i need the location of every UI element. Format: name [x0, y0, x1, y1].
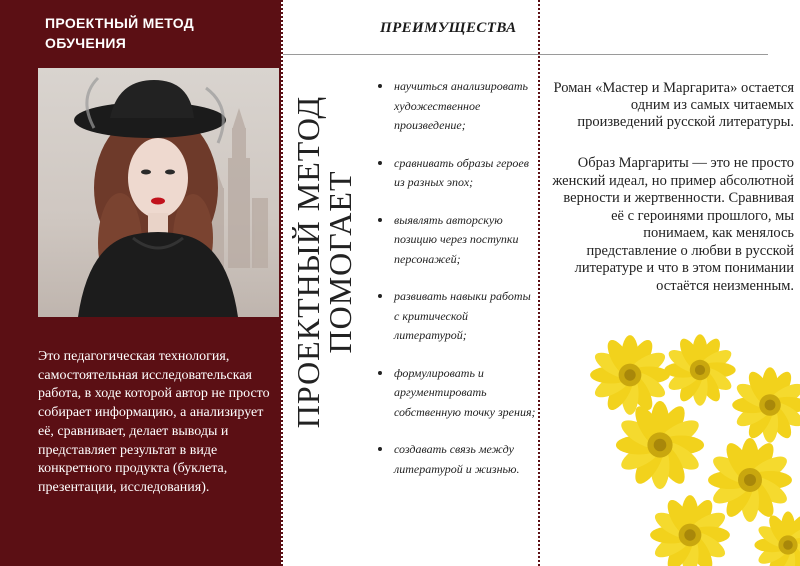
list-item: сравнивать образы героев из разных эпох; — [378, 154, 538, 193]
list-item: создавать связь между литературой и жизнью. — [378, 440, 538, 479]
list-item: научиться анализировать художественное произведение; — [378, 77, 538, 136]
left-panel-title: ПРОЕКТНЫЙ МЕТОД ОБУЧЕНИЯ — [45, 15, 195, 51]
dotted-divider-left — [281, 0, 283, 566]
dotted-divider-right — [538, 0, 540, 566]
advantages-list — [378, 77, 538, 497]
flowers-image — [560, 330, 800, 566]
list-item: выявлять авторскую позицию через поступки персонажей; — [378, 211, 538, 270]
left-panel-description: Это педагогическая технология, самостоятельная исследовательская работа, в ходе которой автор не просто собирает информацию, а анализирует её, сравнивает, делает выводы и представляет результат в виде конкретного продукта (буклета, презентации, исследования). — [38, 349, 270, 495]
horizontal-rule — [283, 54, 768, 55]
right-paragraph-1: Роман «Мастер и Маргарита» остается одним из самых читаемых произведений русской литературы. — [553, 80, 794, 130]
vertical-title — [292, 96, 356, 428]
list-item: формулировать и аргументировать собственную точку зрения; — [378, 364, 538, 423]
vertical-title-line1: ПРОЕКТНЫЙ МЕТОД — [290, 95, 326, 429]
right-paragraph-2: Образ Маргариты — это не просто женский идеал, но пример абсолютной верности и жертвенности. Сравнивая её с героинями прошлого, мы понимаем, как менялось представление о любви в русской литературе и что в этом понимании остаётся неизменным. — [552, 155, 794, 294]
list-item: развивать навыки работы с критической литературой; — [378, 287, 538, 346]
left-panel — [0, 0, 281, 566]
vertical-title-line2: ПОМОГАЕТ — [322, 170, 358, 354]
advantages-heading: ПРЕИМУЩЕСТВА — [380, 20, 517, 36]
portrait-image — [38, 68, 279, 317]
